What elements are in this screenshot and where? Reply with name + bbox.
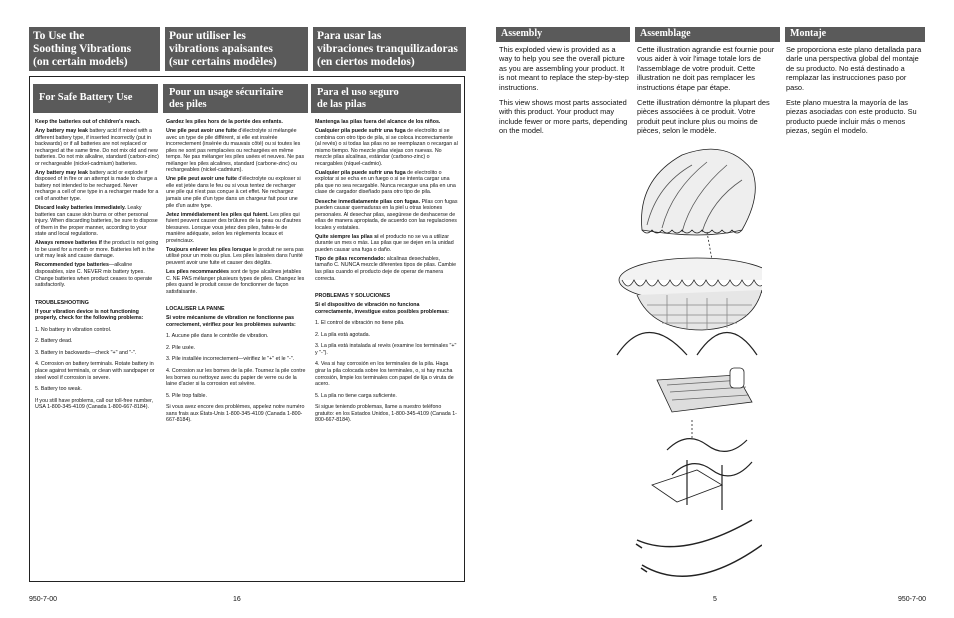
en-p5-body: the product is not going to be used for a month or more. Batteries left in the unit may leak and cause damage. <box>35 240 159 260</box>
fr-p3-body: d'électrolyte ou exploser si elle est jetée dans le feu ou si vous tentez de recharger une pile qui n'est pas conçue à cet effet. Ne rechargez jamais une pile d'un type dans un chargeur fait pour une pile d'un autre type. <box>166 176 301 209</box>
es-item-1: 1. El control de vibración no tiene pila. <box>315 320 405 327</box>
hoop-left <box>617 333 687 356</box>
es-item-2: 2. La pila está agotada. <box>315 331 371 338</box>
en-item-5: 5. Battery too weak. <box>35 386 82 393</box>
column-es <box>315 119 458 426</box>
header-en-line1: To Use the <box>33 30 85 42</box>
es-item-4: 4. Vea si hay corrosión en los terminales de la pila. Haga girar la pila colocada sobre los terminales, o, si hay mucha corrosión, limpie los terminales con papel de lija o viruta de acero. <box>315 361 454 388</box>
assembly-en-p2: This view shows most parts associated with this product. Your product may include fewer or more parts, depending on the model. <box>499 98 628 136</box>
es-p5-body: el producto no se va a utilizar durante un mes o más. Las pilas que se dejen en la unidad pueden causar una fuga o daño. <box>315 233 454 253</box>
es-troubleshooting-title: PROBLEMAS Y SOLUCIONES <box>315 293 391 300</box>
header-es-line3: (en ciertos modelos) <box>317 56 415 68</box>
fr-p4-lead: Jetez immédiatement les piles qui fuient. <box>166 211 269 218</box>
hoop-right <box>697 333 757 356</box>
es-p4-body: Pilas con fugas pueden causar quemaduras en la piel u otras lesiones personales. Al desechar pilas, asegúrese de deshacerse de ellas de manera apropiada, de acuerdo con las regulaciones locales y estatales. <box>315 198 458 231</box>
es-p6-body: alcalinas desechables, tamaño C. NUNCA mezcle diferentes tipos de pilas. Cambie las pilas cuando el producto deje de operar de manera correcta. <box>315 255 457 282</box>
es-p4-lead: Deseche inmediatamente pilas con fugas. <box>315 198 421 205</box>
fr-p6-lead: Les piles recommandées <box>166 268 230 275</box>
fr-closing: Si vous avez encore des problèmes, appelez notre numéro sans frais aux États-Unis 1-800-345-4109 (Canada 1-800-667-8184). <box>166 404 305 424</box>
en-troubleshooting-title: TROUBLESHOOTING <box>35 299 89 306</box>
es-p3-lead: Cualquier pila puede sufrir una fuga <box>315 169 406 176</box>
header-fr-line1: Pour utiliser les <box>169 30 246 42</box>
fr-item-4: 4. Corrosion sur les bornes de la pile. Tournez la pile contre les bornes ou nettoyez avec du papier de verre ou de la laine d'acier si la corrosion est sévère. <box>166 367 306 388</box>
subheader-fr-line1: Pour un usage sécuritaire <box>169 87 284 98</box>
subheader-fr-line2: des piles <box>169 99 207 110</box>
es-p5-lead: Quite siempre las pilas si <box>315 233 379 240</box>
fr-item-2: 2. Pile usée. <box>166 344 196 351</box>
fr-item-5: 5. Pile trop faible. <box>166 392 207 399</box>
es-p2-lead: Cualquier pila puede sufrir una fuga <box>315 128 406 135</box>
es-p1: Mantenga las pilas fuera del alcance de los niños. <box>315 119 441 125</box>
rocker-lower <box>642 545 762 576</box>
assembly-header-fr: Assemblage <box>635 27 780 42</box>
header-es-line2: vibraciones tranquilizadoras <box>317 43 458 55</box>
subheader-es-line2: de las pilas <box>317 99 367 110</box>
column-fr <box>166 119 306 426</box>
en-item-3: 3. Battery in backwards—check "+" and "-". <box>35 349 137 356</box>
header-es-line1: Para usar las <box>317 30 382 42</box>
header-es <box>313 27 466 71</box>
assembly-es-p2: Este plano muestra la mayoría de las piezas asociadas con este producto. Su producto puede incluir más o menos piezas, según el modelo. <box>786 98 917 136</box>
fr-p5-lead: Toujours enlever les piles lorsque <box>166 246 252 253</box>
header-en-line2: Soothing Vibrations <box>33 43 132 55</box>
en-p2-lead: Any battery may leak <box>35 128 88 135</box>
assembly-fr-p2: Cette illustration démontre la plupart des pièces associées à ce produit. Votre produit peut inclure plus ou moins de pièces, selon le modèle. <box>637 98 770 136</box>
en-item-4: 4. Corrosion on battery terminals. Rotate battery in place against terminals, or clean with sandpaper or steel wool if corrosion is severe. <box>35 361 155 381</box>
fr-p4-body: Les piles qui fuient peuvent causer des brûlures de la peau ou d'autres blessures. Lorsque vous jetez des piles, faites-le de manière adéquate, selon les règlements locaux et provinciaux. <box>166 211 301 244</box>
footer-code-left: 950-7-00 <box>29 596 58 603</box>
en-closing: If you still have problems, call our toll-free number, USA 1-800-345-4109 (Canada 1-800-667-8184). <box>35 397 154 411</box>
fr-troubleshooting-intro: Si votre mécanisme de vibration ne fonctionne pas correctement, vérifiez pour les problèmes suivants: <box>166 315 296 328</box>
es-closing: Si sigue teniendo problemas, llame a nuestro teléfono gratuito: en los Estados Unidos, 1-800-345-4109 (Canada 1-800-667-8184). <box>315 404 457 424</box>
subheader-es <box>311 84 461 113</box>
assembly-en-p1: This exploded view is provided as a way to help you see the overall picture as you are assembling your product. It is not meant to replace the step-by-step instructions. <box>499 45 629 92</box>
es-p3-body: de electrolito o explotar si se echa en un fuego o si se intenta cargar una pila que no sea recargable. Nunca recargue una pila en una clase de cargador diseñado para otro tipo de pila. <box>315 169 456 196</box>
fr-troubleshooting-title: LOCALISER LA PANNE <box>166 306 225 313</box>
header-en <box>29 27 160 71</box>
en-p1: Keep the batteries out of children's reach. <box>35 119 141 125</box>
leg-frame <box>667 439 752 510</box>
fr-p1: Gardez les piles hors de la portée des enfants. <box>166 119 283 125</box>
footer-page-left: 16 <box>233 596 241 603</box>
rocker-upper <box>637 520 752 547</box>
es-item-5: 5. La pila no tiene carga suficiente. <box>315 392 397 399</box>
fr-p6-body: sont de type alcalines jetables C. NE PAS mélanger plusieurs types de piles. Changez les piles quand le produit cesse de fonctionner de façon satisfaisante. <box>166 268 305 295</box>
footer-page-right: 5 <box>713 596 717 603</box>
es-p6-lead: Tipo de pilas recomendado: <box>315 255 386 262</box>
exploded-bassinet-illustration <box>612 140 762 600</box>
column-en <box>35 119 159 413</box>
en-p3-body: battery acid or explode if disposed of in fire or an attempt is made to charge a battery not intended to be recharged. Never recharge a cell of one type in a recharger made for a cell of another type. <box>35 169 159 203</box>
subheader-es-line1: Para el uso seguro <box>317 87 399 98</box>
en-p3-lead: Any battery may leak <box>35 169 88 176</box>
en-item-1: 1. No battery in vibration control. <box>35 326 112 333</box>
subheader-en-line1: For Safe Battery Use <box>39 92 133 103</box>
assembly-header-en: Assembly <box>496 27 630 42</box>
assembly-header-es: Montaje <box>785 27 925 42</box>
header-en-line3: (on certain models) <box>33 56 128 68</box>
assembly-fr-p1: Cette illustration agrandie est fournie pour vous aider à voir l'image totale lors de l'assemblage de votre produit. Cette illustration ne doit pas remplacer les instructions étape par étape. <box>637 45 775 92</box>
assembly-text-fr <box>637 45 779 142</box>
canopy-shape <box>642 149 756 235</box>
fr-p2-body: d'électrolyte si mélangée avec un type de pile différent, si elle est insérée incorrectement (insérée du mauvais côté) ou si toutes les piles ne sont pas remplacées ou rechargées en même temps. Ne pas mélanger les piles usées et neuves. Ne pas mélanger les piles alcalines, standard (carbone-zinc) ou rechargeables (nickel-cadmium). <box>166 128 305 174</box>
footer-code-right: 950-7-00 <box>898 596 927 603</box>
basket-body <box>637 290 762 330</box>
es-p2-body: de electrolito si se combina con otro tipo de pila, si se coloca incorrectamente (al revés) o si todas las pilas no se reemplazan o recargan al mismo tiempo. No mezcle pilas viejas con nuevas. No mezcle pilas alcalinas, estándar (carbono-zinc) o recargables (níquel-cadmio). <box>315 128 458 167</box>
es-item-3: 3. La pila está instalada al revés (examine los terminales "+" y "-"). <box>315 343 457 356</box>
es-troubleshooting-intro: Si el dispositivo de vibración no funciona correctamente, investigue estos posibles problemas: <box>315 302 449 315</box>
header-fr-line2: vibrations apaisantes <box>169 43 273 55</box>
subheader-en <box>33 84 158 113</box>
header-fr <box>165 27 308 71</box>
fr-item-1: 1. Aucune pile dans le contrôle de vibration. <box>166 333 269 340</box>
subheader-fr <box>163 84 308 113</box>
fr-item-3: 3. Pile installée incorrectement—vérifiez le "+" et le "-". <box>166 356 295 363</box>
en-p6-body: —alkaline disposables, size C. NEVER mix battery types. Change batteries when product ceases to operate satisfactorily. <box>35 262 153 289</box>
fr-p5-body: le produit ne sera pas utilisé pour un mois ou plus. Les piles laissées dans l'unité peuvent avoir une fuite et causer des dégâts. <box>166 246 304 266</box>
en-troubleshooting-intro: If your vibration device is not functioning properly, check for the following problems: <box>35 308 144 322</box>
en-p2-body: battery acid if mixed with a different battery type, if inserted incorrectly (put in backwards) or if all batteries are not replaced or recharged at the same time. Do not mix old and new batteries. Do not mix alkaline, standard (carbon-zinc) or rechargeable (nickel-cadmium) batteries. <box>35 128 159 167</box>
en-p4-body: Leaky batteries can cause skin burns or other personal injury. When discarding batteries, be sure to dispose of them in the proper manner, according to your state and local regulations. <box>35 205 158 238</box>
fr-p2-lead: Une pile peut avoir une fuite <box>166 128 237 135</box>
fr-p3-lead: Une pile peut avoir une fuite <box>166 176 237 183</box>
en-p6-lead: Recommended type batteries <box>35 262 109 269</box>
assembly-text-en <box>499 45 629 142</box>
assembly-text-es <box>786 45 926 142</box>
header-fr-line3: (sur certains modèles) <box>169 56 277 68</box>
en-p5-lead: Always remove batteries if <box>35 240 102 247</box>
assembly-es-p1: Se proporciona este plano detallada para darle una perspectiva global del montaje de su producto. No está destinado a remplazar las instrucciones paso por paso. <box>786 45 922 92</box>
en-p4-lead: Discard leaky batteries immediately. <box>35 205 126 212</box>
en-item-2: 2. Battery dead. <box>35 338 73 345</box>
